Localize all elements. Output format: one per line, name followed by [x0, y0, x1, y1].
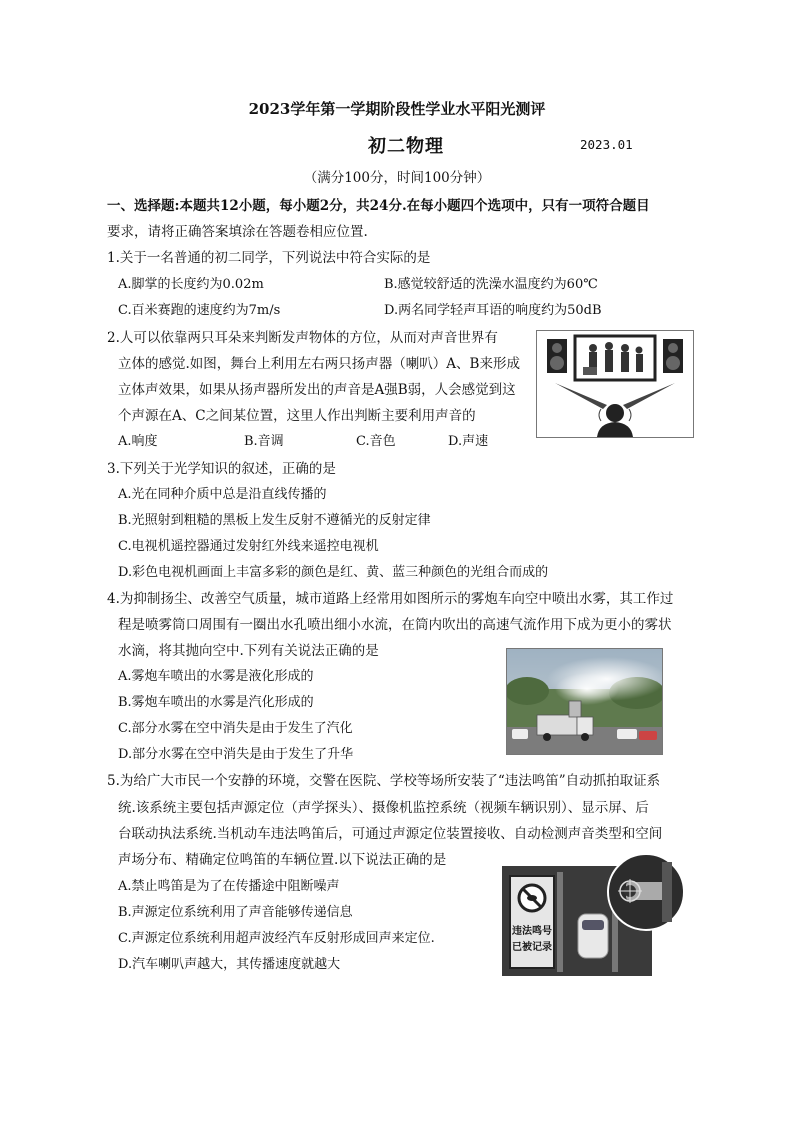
- q5-option-a: A.禁止鸣笛是为了在传播途中阻断噪声: [118, 879, 340, 894]
- q5-stem-line-1: 5.为给广大市民一个安静的环境，交警在医院、学校等场所安装了“违法鸣笛”自动抓拍取证系: [107, 773, 661, 789]
- stereo-speaker-figure: [536, 330, 694, 438]
- q5-option-d: D.汽车喇叭声越大，其传播速度就越大: [118, 957, 341, 972]
- q4-option-c: C.部分水雾在空中消失是由于发生了汽化: [118, 721, 353, 736]
- q2-option-a: A.响度: [118, 434, 158, 449]
- q3-option-a: A.光在同种介质中总是沿直线传播的: [118, 487, 327, 502]
- sign-text-2: 已被记录: [512, 942, 552, 953]
- subject-title: 初二物理: [368, 136, 444, 157]
- q4-stem-line-1: 4.为抑制扬尘、改善空气质量，城市道路上经常用如图所示的雾炮车向空中喷出水雾，其工作过: [107, 591, 674, 607]
- q4-option-d: D.部分水雾在空中消失是由于发生了升华: [118, 747, 354, 762]
- q2-stem-line-4: 个声源在A、C之间某位置，这里人作出判断主要利用声音的: [118, 408, 476, 424]
- exam-date: 2023.01: [580, 137, 633, 152]
- q2-stem-line-3: 立体声效果，如果从扬声器所发出的声音是A强B弱，人会感觉到这: [118, 382, 516, 398]
- section-intro-line-2: 要求，请将正确答案填涂在答题卷相应位置.: [107, 224, 368, 240]
- horn-capture-photo: [502, 852, 683, 976]
- q4-stem-line-3: 水滴，将其抛向空中.下列有关说法正确的是: [118, 643, 379, 659]
- q5-stem-line-4: 声场分布、精确定位鸣笛的车辆位置.以下说法正确的是: [118, 852, 447, 868]
- q1-option-c: C.百米赛跑的速度约为7m/s: [118, 303, 281, 318]
- q2-stem-line-1: 2.人可以依靠两只耳朵来判断发声物体的方位，从而对声音世界有: [107, 330, 498, 346]
- q5-option-b: B.声源定位系统利用了声音能够传递信息: [118, 905, 353, 920]
- q4-option-a: A.雾炮车喷出的水雾是液化形成的: [118, 669, 314, 684]
- sign-text-1: 违法鸣号: [512, 926, 552, 937]
- q5-option-c: C.声源定位系统利用超声波经汽车反射形成回声来定位.: [118, 931, 435, 946]
- q1-stem: 1.关于一名普通的初二同学，下列说法中符合实际的是: [107, 250, 431, 266]
- section-intro-line-1: 一、选择题:本题共12小题，每小题2分，共24分.在每小题四个选项中，只有一项符合题目: [107, 198, 650, 214]
- q3-option-c: C.电视机遥控器通过发射红外线来遥控电视机: [118, 539, 379, 554]
- q4-option-b: B.雾炮车喷出的水雾是汽化形成的: [118, 695, 314, 710]
- q2-stem-line-2: 立体的感觉.如图，舞台上利用左右两只扬声器（喇叭）A、B来形成: [118, 356, 520, 372]
- q1-option-b: B.感觉较舒适的洗澡水温度约为60℃: [384, 277, 598, 292]
- fog-cannon-truck-photo: [506, 648, 663, 755]
- q3-option-b: B.光照射到粗糙的黑板上发生反射不遵循光的反射定律: [118, 513, 431, 528]
- q5-stem-line-3: 台联动执法系统.当机动车违法鸣笛后，可通过声源定位装置接收、自动检测声音类型和空间: [118, 826, 663, 842]
- q2-option-d: D.声速: [448, 434, 489, 449]
- q2-option-b: B.音调: [244, 434, 284, 449]
- q1-option-a: A.脚掌的长度约为0.02m: [118, 277, 264, 292]
- q1-option-d: D.两名同学轻声耳语的响度约为50dB: [384, 303, 602, 318]
- exam-title: 2023学年第一学期阶段性学业水平阳光测评: [248, 100, 546, 118]
- q3-stem: 3.下列关于光学知识的叙述，正确的是: [107, 461, 336, 477]
- q4-stem-line-2: 程是喷雾筒口周围有一圈出水孔喷出细小水流，在筒内吹出的高速气流作用下成为更小的雾状: [118, 617, 672, 633]
- q5-stem-line-2: 统.该系统主要包括声源定位（声学探头）、摄像机监控系统（视频车辆识别）、显示屏、后: [118, 800, 649, 816]
- exam-note: （满分100分，时间100分钟）: [303, 170, 491, 186]
- q2-option-c: C.音色: [356, 434, 396, 449]
- q3-option-d: D.彩色电视机画面上丰富多彩的颜色是红、黄、蓝三种颜色的光组合而成的: [118, 565, 549, 580]
